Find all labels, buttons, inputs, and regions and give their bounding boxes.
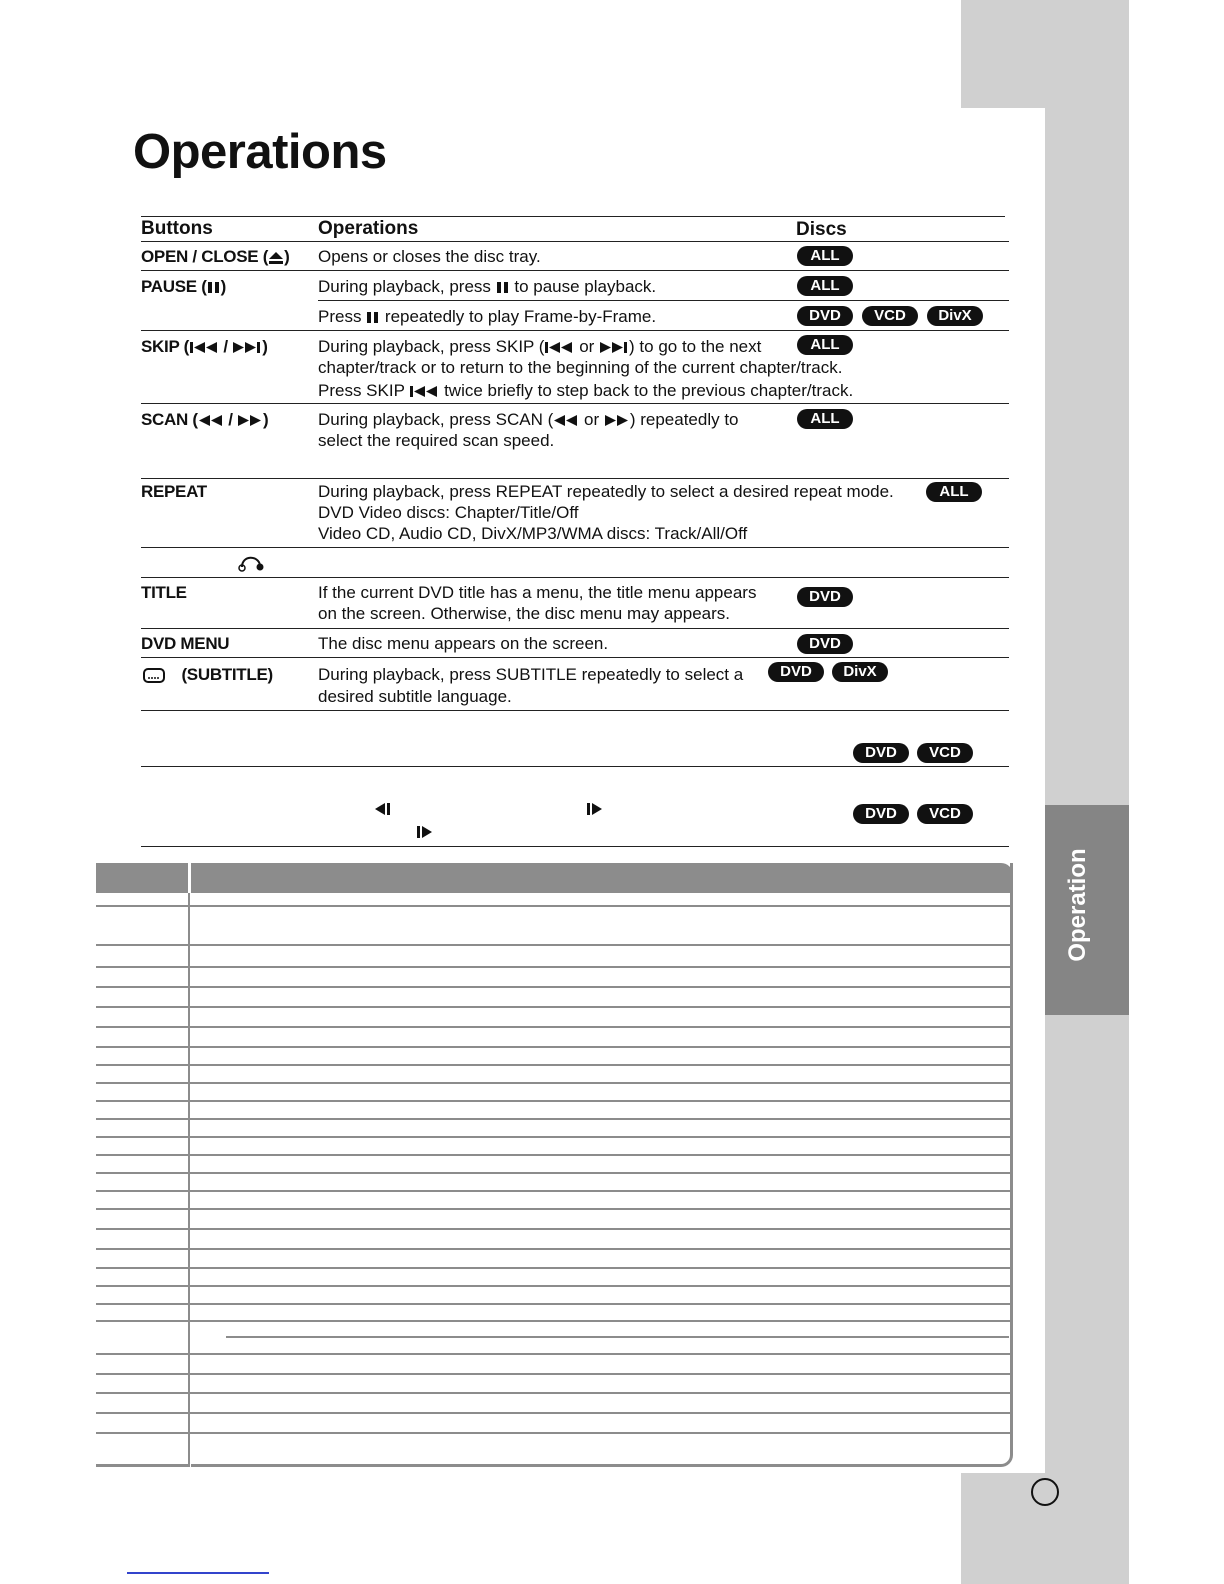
op-pause: During playback, press to pause playback. bbox=[318, 277, 657, 296]
disc-badge-all: ALL bbox=[926, 482, 982, 502]
skip-forward-icon bbox=[599, 341, 629, 354]
row-rule bbox=[141, 766, 1009, 767]
skip-back-icon bbox=[544, 341, 574, 354]
op-open-close: Opens or closes the disc tray. bbox=[318, 247, 541, 266]
row-rule bbox=[141, 657, 1009, 658]
disc-badge-all: ALL bbox=[797, 276, 853, 296]
header-operations: Operations bbox=[318, 218, 419, 239]
button-title: TITLE bbox=[141, 583, 187, 602]
slow-forward-icon bbox=[416, 825, 434, 839]
op-title-line1: If the current DVD title has a menu, the title menu appears bbox=[318, 583, 757, 602]
blank-grid-row-rule bbox=[96, 1064, 1013, 1066]
button-subtitle: (SUBTITLE) bbox=[141, 664, 273, 685]
disc-badge-divx: DivX bbox=[927, 306, 983, 326]
blank-grid-table bbox=[96, 863, 1013, 1467]
blank-grid-row-rule bbox=[96, 1190, 1013, 1192]
fast-forward-icon bbox=[604, 414, 630, 427]
pause-icon bbox=[207, 281, 221, 294]
blank-grid-row-rule bbox=[96, 1285, 1013, 1287]
blank-grid-header bbox=[96, 863, 1013, 893]
skip-back-icon bbox=[409, 385, 439, 398]
blank-grid-row-rule bbox=[96, 1267, 1013, 1269]
row-rule bbox=[141, 577, 1009, 578]
disc-badge-dvd: DVD bbox=[797, 306, 853, 326]
blank-grid-column-divider bbox=[188, 893, 190, 1467]
disc-badge-dvd: DVD bbox=[853, 804, 909, 824]
blank-grid-row-rule bbox=[96, 986, 1013, 988]
blank-grid-row-rule bbox=[96, 966, 1013, 968]
button-repeat: REPEAT bbox=[141, 482, 207, 501]
page-title: Operations bbox=[133, 125, 387, 179]
op-repeat-line1: During playback, press REPEAT repeatedly to select a desired repeat mode. bbox=[318, 482, 894, 501]
row-rule bbox=[141, 270, 1009, 271]
table-top-rule bbox=[141, 216, 1005, 217]
op-scan-line2: select the required scan speed. bbox=[318, 431, 555, 450]
blank-grid-row-rule bbox=[96, 1006, 1013, 1008]
op-skip-line2: chapter/track or to return to the beginning of the current chapter/track. bbox=[318, 358, 843, 377]
return-icon bbox=[238, 553, 266, 573]
blank-grid-row-rule bbox=[96, 1373, 1013, 1375]
disc-badge-dvd: DVD bbox=[797, 634, 853, 654]
blank-grid-row-rule bbox=[96, 1248, 1013, 1250]
op-scan-line1: During playback, press SCAN ( or ) repeatedly to bbox=[318, 410, 739, 429]
blank-grid-row-rule bbox=[96, 905, 1013, 907]
disc-badge-all: ALL bbox=[797, 409, 853, 429]
disc-badge-vcd: VCD bbox=[862, 306, 918, 326]
fast-forward-icon bbox=[237, 414, 263, 427]
blank-grid-row-rule bbox=[96, 1228, 1013, 1230]
op-title-line2: on the screen. Otherwise, the disc menu may appears. bbox=[318, 604, 730, 623]
disc-badge-dvd: DVD bbox=[853, 743, 909, 763]
blank-grid-row-rule bbox=[96, 1392, 1013, 1394]
disc-badge-divx: DivX bbox=[832, 662, 888, 682]
button-skip: SKIP ( / ) bbox=[141, 337, 268, 356]
blank-grid-row-rule bbox=[96, 1154, 1013, 1156]
section-tab-label: Operation bbox=[1064, 848, 1091, 962]
header-rule bbox=[141, 241, 1009, 242]
blank-grid-row-rule bbox=[96, 1136, 1013, 1138]
disc-badge-all: ALL bbox=[797, 246, 853, 266]
blank-grid-row-rule bbox=[96, 1172, 1013, 1174]
row-rule bbox=[141, 710, 1009, 711]
button-scan: SCAN ( / ) bbox=[141, 410, 269, 429]
table-bottom-rule bbox=[141, 846, 1009, 847]
pause-icon bbox=[366, 311, 380, 324]
row-rule bbox=[141, 478, 1009, 479]
op-subtitle-line2: desired subtitle language. bbox=[318, 687, 512, 706]
row-rule bbox=[141, 547, 1009, 548]
rewind-icon bbox=[198, 414, 224, 427]
blank-grid-row-rule bbox=[96, 1320, 1013, 1322]
row-rule bbox=[141, 403, 1009, 404]
header-buttons: Buttons bbox=[141, 218, 213, 239]
blank-grid-row-rule bbox=[96, 944, 1013, 946]
blank-grid-row-rule bbox=[96, 1118, 1013, 1120]
blank-grid-row-rule bbox=[96, 1100, 1013, 1102]
sidebar-background bbox=[1045, 108, 1129, 1473]
blank-grid-row-rule bbox=[96, 1353, 1013, 1355]
op-dvd-menu: The disc menu appears on the screen. bbox=[318, 634, 609, 653]
page-number-circle bbox=[1031, 1478, 1059, 1506]
blank-grid-row-rule bbox=[96, 1432, 1013, 1434]
footer-link-underline bbox=[127, 1572, 269, 1574]
blank-grid-sub-rule bbox=[226, 1336, 1009, 1338]
disc-badge-dvd: DVD bbox=[768, 662, 824, 682]
op-repeat-line3: Video CD, Audio CD, DivX/MP3/WMA discs: Track/All/Off bbox=[318, 524, 748, 543]
row-rule bbox=[318, 300, 1009, 301]
blank-grid-row-rule bbox=[96, 1046, 1013, 1048]
op-skip-line1: During playback, press SKIP ( or ) to go to the next bbox=[318, 337, 762, 356]
op-repeat-line2: DVD Video discs: Chapter/Title/Off bbox=[318, 503, 579, 522]
slow-reverse-icon bbox=[374, 802, 392, 816]
sidebar-background-top bbox=[961, 0, 1129, 108]
disc-badge-all: ALL bbox=[797, 335, 853, 355]
blank-grid-row-rule bbox=[96, 1303, 1013, 1305]
op-subtitle-line1: During playback, press SUBTITLE repeatedly to select a bbox=[318, 665, 744, 684]
row-rule bbox=[141, 330, 1009, 331]
row-rule bbox=[141, 628, 1009, 629]
op-frame-by-frame: Press repeatedly to play Frame-by-Frame. bbox=[318, 307, 657, 326]
pause-icon bbox=[496, 281, 510, 294]
blank-grid-row-rule bbox=[96, 1208, 1013, 1210]
rewind-icon bbox=[553, 414, 579, 427]
blank-grid-row-rule bbox=[96, 1026, 1013, 1028]
button-open-close: OPEN / CLOSE ( ) bbox=[141, 247, 290, 266]
slow-forward-icon bbox=[586, 802, 604, 816]
disc-badge-vcd: VCD bbox=[917, 743, 973, 763]
skip-back-icon bbox=[189, 341, 219, 354]
eject-icon bbox=[268, 251, 284, 265]
blank-grid-row-rule bbox=[96, 1412, 1013, 1414]
skip-forward-icon bbox=[232, 341, 262, 354]
disc-badge-dvd: DVD bbox=[797, 587, 853, 607]
header-discs: Discs bbox=[796, 219, 847, 240]
button-dvd-menu: DVD MENU bbox=[141, 634, 230, 653]
subtitle-icon bbox=[141, 667, 167, 685]
disc-badge-vcd: VCD bbox=[917, 804, 973, 824]
button-pause: PAUSE ( ) bbox=[141, 277, 226, 296]
blank-grid-row-rule bbox=[96, 1082, 1013, 1084]
op-skip-line3: Press SKIP twice briefly to step back to the previous chapter/track. bbox=[318, 381, 854, 400]
